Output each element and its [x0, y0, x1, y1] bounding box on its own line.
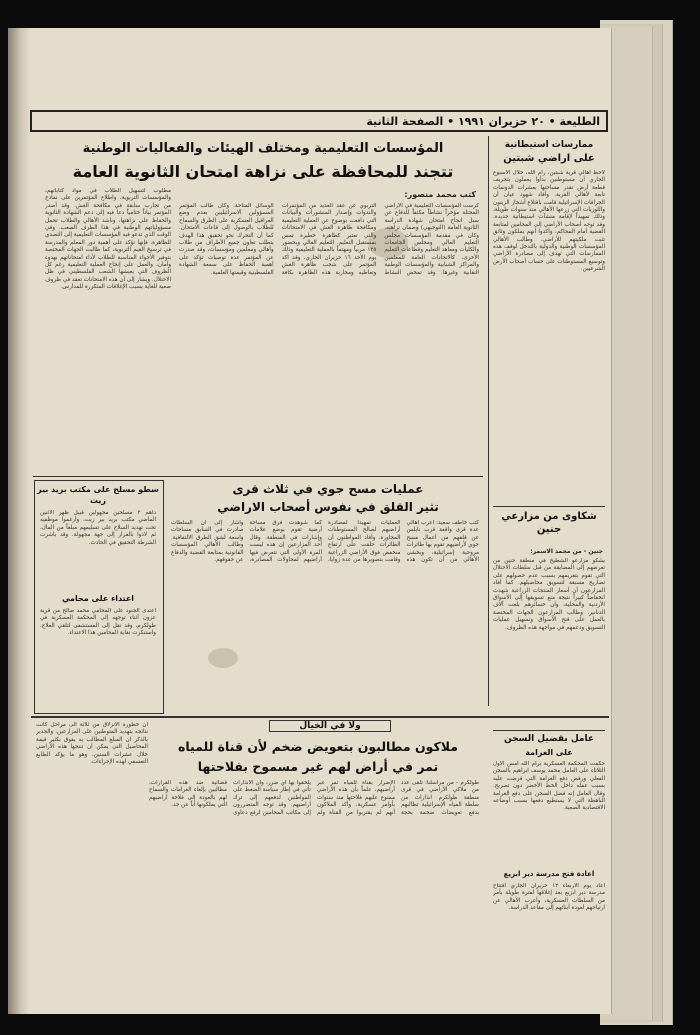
main-article-body: كرست المؤسسات التعليمية في الأراضي المحتلة مؤخراً نشاطاً مكثفاً للدفاع عن سبل انجاح امتحان شهادة الدراسة الثانوية العامة (التوجيهي) وضمان نزاهته، وكان في مقدمة المؤسسات مجلس التعليم العالي ومجلس الجامعات والكليات ومعاهد التعليم وقطاعات التعليم الأخرى، كالاتحادات العامة للمعلمين والمراكز الشبابية والمؤسسات الوطنية النقابية وغيرها. وقد تمخض النشاط التربوي عن عقد العديد من المؤتمرات والندوات وإصدار المنشورات والبيانات التي دافعت بوضوح عن العملية التعليمية ومكافحة ظاهرة الغش في الامتحانات والتي تعتبر كظاهرة خطيرة تمس بمستقبل التعليم. التعليم العالي وبحضور ١٢٥ مربياً ومهتماً بالعملية التعليمية وذلك يوم الأحد ١٦ حزيران الجاري، وقد أكد المؤتمر على شجب ظاهرة الغش وتعاطيه ومحاربة هذه الظاهرة بكافة الوسائل المتاحة. وكان طالب المؤتمر المسؤولين الاسرائيليين بعدم وضع العراقيل العسكرية على الطرق والسماح للطلاب بالوصول إلى قاعات الامتحان. كما أن التحرك نحو تحقيق هذا الهدف يتطلب تعاون جميع الأطراف من طلاب وأهالي ومعلمين ومؤسسات، وقد صدرت عن المؤتمر عدة توصيات تؤكد على أهمية الحفاظ على سمعة الشهادة الفلسطينية وقيمتها العلمية. — [179, 203, 479, 276]
sidebar-rule-2 — [493, 730, 605, 731]
bottom-headline-2: تمر في أراض لهم غير مسموح بفلاحتها — [197, 759, 439, 774]
bottom-body-left: ان خطورة الانزلاق من ثلاثة الى مراحل كانت نتائجه بتهديد المتوطنين على المزارعين، والجدير بالذكر ان المبلغ المطالب به يفوق بكثير قيمة المحاصيل التي يمكن أن تنتجها هذه الأراضي خلال عشرات السنين، وهو ما يؤكد الطابع التعسفي لهذه الإجراءات. — [36, 722, 148, 766]
brief-1-headline: سطو مسلح على مكتب بريد بير زيت — [37, 485, 159, 505]
sidebar-rule-1 — [493, 506, 605, 507]
main-article-byline: كتب محمد منصور: — [404, 190, 476, 199]
survey-kicker: عمليات مسح جوي في ثلاث قرى — [232, 482, 424, 496]
survey-body: كتب خاطف سعيد: أعرب أهالي عدة قرى واقعة قرب نابلس عن قلقهم من أعمال مسح جوي لأراضيهم تقوم بها طائرات مروحية إسرائيلية، ويخشى الأهالي من أن تكون هذه العمليات تمهيداً لمصادرة أراضيهم لصالح المستوطنات المجاورة. وأفاد المواطنون أن الطائرات حلقت على ارتفاع منخفض فوق الأراضي الزراعية وقامت بتصويرها من عدة زوايا، كما شوهدت فرق مساحة أرضية تقوم بوضع علامات وإشارات في المنطقة. وقال أحد المزارعين إن هذه ليست المرة الأولى التي تتعرض فيها أراضيهم لمحاولات المصادرة، وأشار إلى أن السلطات صادرت في السابق مساحات واسعة لشق الطرق الالتفافية. وطالب الأهالي المؤسسات القانونية بمتابعة القضية والدفاع عن حقوقهم. — [171, 520, 479, 564]
main-article-headline: تتجند للمحافظة على نزاهة امتحان الثانوية العامة — [72, 162, 454, 181]
page-fold-shadow — [8, 28, 30, 1014]
sidebar-top-headline: على اراضي شبتين — [503, 153, 595, 164]
brief-2-headline: اعتداء على محامي — [61, 594, 135, 603]
newspaper-page — [8, 28, 611, 1014]
page-header-bar — [30, 110, 608, 132]
sidebar-middle-byline: جنين - من محمد الاسمر: — [530, 548, 603, 555]
brief-1-body: داهم ٣ مسلحين مجهولين قبيل ظهر الاثنين الماضي مكتب بريد بير زيت، وأرغموا موظفيه تحت تهديد السلاح على تسليمهم مبلغاً من المال، ثم لاذوا بالفرار إلى جهة مجهولة. وقد باشرت الشرطة التحقيق في الحادث. — [40, 510, 156, 546]
paper-stain — [368, 228, 408, 258]
sidebar-bottom-body: حكمت المحكمة العسكرية برام الله أمس الأول الثلاثاء على العامل محمد يوسف ابراهيم بالسجن الفعلي ورفض دفع الغرامة التي فرضت عليه بسبب عمله داخل الخط الأخضر دون تصريح. وقال العامل إنه فضل السجن على دفع الغرامة الباهظة التي لا يستطيع دفعها بسبب أوضاعه الاقتصادية الصعبة. — [493, 761, 605, 812]
paper-stain — [208, 648, 238, 668]
bottom-kicker: ولا في الخيال — [269, 720, 391, 732]
bottom-headline: ملاكون مطالبون بتعويض ضخم لأن قناة للمياه — [177, 739, 459, 754]
main-article-body-col3: مطلوب لتسهيل الطلاب في مواد كتاباتهم، والمؤسسات التربوية، واطلاع المؤتمرين على نماذج من تجارب سابقة في مكافحة الغش. وقد أصدر المؤتمر بياناً ختامياً دعا فيه إلى دعم الشهادة الثانوية والحفاظ على نزاهتها، وناشد الأهالي والطلاب تحمل مسؤولياتهم الوطنية في هذا الظرف الصعب. وفي الوقت الذي تدعو فيه المؤسسات التعليمية إلى التصدي للظاهرة، فإنها تؤكد على أهمية دور المعلم والمدرسة في ترسيخ القيم التربوية، كما طالبت الجهات المختصة بتوفير الأجواء المناسبة للطلاب لأداء امتحاناتهم بهدوء وأمان، والعمل على إنجاح العملية التعليمية رغم كل الظروف التي يعيشها الشعب الفلسطيني في ظل الاحتلال. ويشار إلى أن هذه الامتحانات تعقد في ظروف صعبة للغاية بسبب الإغلاقات المتكررة للمدارس. — [45, 188, 171, 291]
issue-line: الطليعة • ٢٠ حزيران ١٩٩١ • الصفحة الثانية — [366, 114, 600, 128]
main-article-kicker: المؤسسات التعليمية ومختلف الهيئات والفعاليات الوطنية — [82, 141, 444, 156]
survey-headline: تثير القلق في نفوس أصحاب الاراضي — [217, 500, 439, 514]
sidebar-bottom-subhead2: اعادة فتح مدرسة دير ابزيع — [503, 870, 595, 878]
brief-2-body: اعتدى الجنود على المحامي محمد صالح من قرية عزون أثناء توجهه إلى المحكمة العسكرية في طولكرم، وقد نقل إلى المستشفى لتلقي العلاج، واستنكرت نقابة المحامين هذا الاعتداء. — [40, 608, 156, 637]
sidebar-bottom-subhead: على الغرامة — [525, 748, 573, 757]
sidebar-middle-headline: شكاوى من مزارعي جنين — [501, 511, 597, 535]
sidebar-bottom-body2: اعاد يوم الاربعاء ١٢ حزيران الجاري افتتاح مدرسة دير ابزيع بعد إغلاقها لفترة طويلة بأمر من السلطات العسكرية، وأعرب الأهالي عن ارتياحهم لعودة أبنائهم إلى مقاعد الدراسة. — [493, 883, 605, 912]
sidebar-top-kicker: ممارسات استيطانية — [504, 140, 594, 150]
bottom-body: طولكرم - من مراسلنا: تلقى عدد من ملاكي الأراضي في قرى منطقة طولكرم انذارات من سلطة المياه الإسرائيلية تطالبهم بدفع تعويضات ضخمة بحجة الإضرار بقناة للمياه تمر عبر أراضيهم، علماً بأن هذه الأراضي ممنوع عليهم فلاحتها منذ سنوات بأوامر عسكرية. وأكد الملاكون أنهم لم يقتربوا من القناة ولم يلحقوا بها أي ضرر، وأن الانذارات تأتي في إطار سياسة الضغط على المواطنين لدفعهم إلى ترك أراضيهم. وقد توجه المتضررون إلى مكاتب المحامين لرفع دعاوى قضائية ضد هذه القرارات، مطالبين بإلغاء الغرامات والسماح لهم بالعودة إلى فلاحة أراضيهم التي يملكونها أباً عن جد. — [149, 780, 479, 816]
bottom-section-rule — [31, 716, 609, 718]
main-article-rule — [33, 476, 483, 477]
sidebar-top-body: لاحظ أهالي قرية شبتين، رام الله، خلال الأسبوع الجاري أن مستوطنين بدأوا يعملون بتجريف قطعة أرض تقدر مساحتها بعشرات الدونمات تابعة لأهالي القرية. وأفاد شهود عيان أن الجرافات الإسرائيلية قامت باقتلاع أشجار الزيتون واللوزيات التي زرعها الأهالي منذ سنوات طويلة، وذلك تمهيداً لإقامة منشآت استيطانية جديدة. وقد توجه أصحاب الأراضي إلى المحامين لمتابعة القضية أمام المحاكم، وأكدوا أنهم يملكون وثائق تثبت ملكيتهم للأراضي. وطالب الأهالي المؤسسات الوطنية والدولية بالتدخل لوقف هذه الممارسات التي تهدف إلى مصادرة الأراضي وتوسيع المستوطنات على حساب أصحاب الأرض الشرعيين. — [493, 170, 605, 273]
sidebar-middle-body: يشكو مزارعو الشطيخ في منطقة جنين من تعرضهم إلى المضايقة من قبل سلطات الاحتلال التي تقوم بتغريمهم بسبب عدم حصولهم على تصاريح مسبقة لتسويق محاصيلهم. كما أفاد المزارعون أن أسعار المنتجات الزراعية شهدت انخفاضاً كبيراً نتيجة منع تسويقها إلى الأسواق الأردنية والمحلية، وأن خسائرهم بلغت آلاف الدنانير. وطالب المزارعون الجهات المختصة بالعمل على فتح الأسواق وتسهيل عمليات التسويق ودعمهم في مواجهة هذه الظروف. — [493, 558, 605, 631]
sidebar-divider — [488, 136, 489, 706]
sidebar-bottom-headline: عامل يقضيل السجن — [503, 734, 595, 744]
